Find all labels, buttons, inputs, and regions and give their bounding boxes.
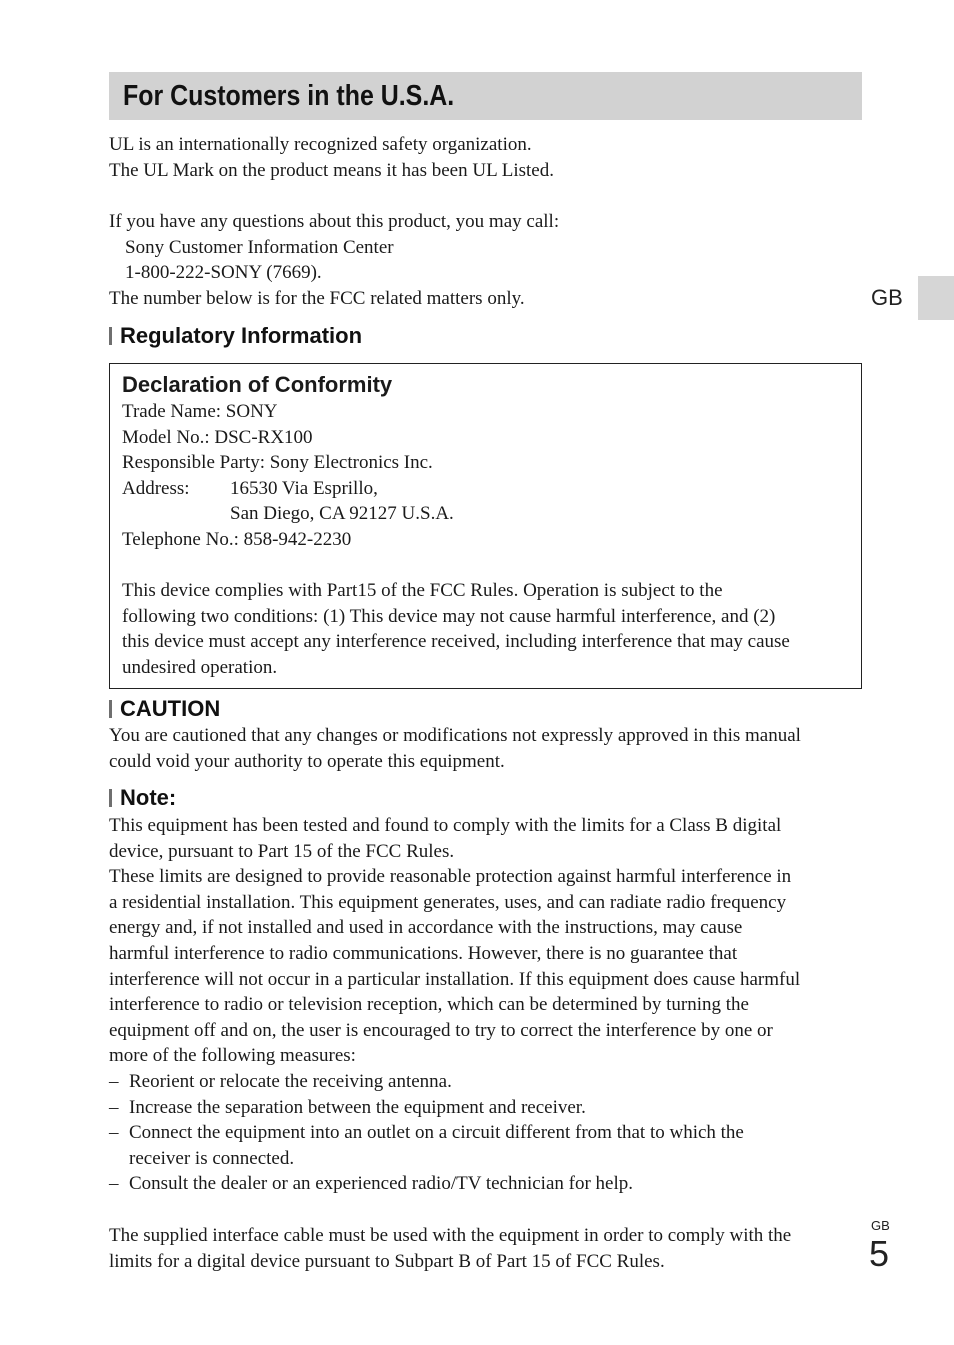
note-line-10: more of the following measures: <box>109 1045 356 1067</box>
address-line-2: San Diego, CA 92127 U.S.A. <box>230 503 454 525</box>
contact-question: If you have any questions about this product, you may call: <box>109 211 560 232</box>
note-line-6: harmful interference to radio communications. However, there is no guarantee that <box>109 942 738 964</box>
interface-cable-text <box>109 1223 862 1274</box>
note-line-5: energy and, if not installed and used in accordance with the instructions, may cause <box>109 917 743 939</box>
page-title: For Customers in the U.S.A. <box>123 80 455 112</box>
interface-line-1: The supplied interface cable must be used with the equipment in order to comply with the <box>109 1225 792 1246</box>
regulatory-heading-text: Regulatory Information <box>120 323 363 348</box>
caution-line-1: You are cautioned that any changes or modifications not expressly approved in this manual <box>109 725 801 746</box>
measure-item-continuation <box>109 1146 862 1172</box>
note-line-3: These limits are designed to provide reasonable protection against harmful interference in <box>109 866 792 888</box>
model-no: Model No.: DSC-RX100 <box>122 426 313 448</box>
note-heading-text: Note: <box>120 785 177 810</box>
note-line-7: interference will not occur in a particular installation. If this equipment does cause harmful <box>109 968 801 990</box>
declaration-title: Declaration of Conformity <box>122 372 393 397</box>
caution-line-2: could void your authority to operate this equipment. <box>109 750 505 772</box>
fcc-note: The number below is for the FCC related matters only. <box>109 287 525 309</box>
regulatory-heading <box>109 323 362 349</box>
section-title-bar <box>109 72 862 120</box>
measure-text: receiver is connected. <box>129 1147 295 1169</box>
measure-text: Reorient or relocate the receiving antenna. <box>129 1070 452 1092</box>
measure-text: Connect the equipment into an outlet on a circuit different from that to which the <box>129 1122 744 1144</box>
note-line-9: equipment off and on, the user is encouraged to try to correct the interference by one or <box>109 1019 773 1041</box>
side-language-label: GB <box>871 285 903 310</box>
trade-name: Trade Name: SONY <box>122 401 278 422</box>
note-line-4: a residential installation. This equipment generates, uses, and can radiate radio frequency <box>109 891 787 913</box>
measure-item <box>109 1069 862 1095</box>
caution-heading <box>109 696 220 722</box>
note-text <box>109 813 862 1197</box>
note-heading <box>109 785 176 811</box>
compliance-line-2: following two conditions: (1) This device may not cause harmful interference, and (2) <box>122 605 776 627</box>
address-line-1 <box>122 476 849 502</box>
telephone: Telephone No.: 858-942-2230 <box>122 528 352 550</box>
measure-item <box>109 1095 862 1121</box>
address-label: Address: <box>122 477 190 499</box>
measure-item <box>109 1171 862 1197</box>
dash-glyph: – <box>109 1122 119 1144</box>
note-line-1: This equipment has been tested and found to comply with the limits for a Class B digital <box>109 815 782 836</box>
compliance-line-3: this device must accept any interference received, including interference that may cause <box>122 631 790 653</box>
side-language-tab <box>918 276 954 320</box>
note-line-2: device, pursuant to Part 15 of the FCC Rules. <box>109 840 455 862</box>
caution-text <box>109 723 862 774</box>
contact-phone: 1-800-222-SONY (7669). <box>125 262 322 284</box>
dash-glyph: – <box>109 1173 119 1195</box>
interface-line-2: limits for a digital device pursuant to Subpart B of Part 15 of FCC Rules. <box>109 1250 665 1272</box>
responsible-party: Responsible Party: Sony Electronics Inc. <box>122 452 433 474</box>
ul-intro <box>109 132 862 183</box>
heading-bar-icon <box>109 700 112 718</box>
contact-info <box>109 209 862 311</box>
compliance-line-4: undesired operation. <box>122 656 278 678</box>
ul-line-1: UL is an internationally recognized safety organization. <box>109 134 532 155</box>
ul-line-2: The UL Mark on the product means it has been UL Listed. <box>109 159 554 181</box>
page-number: 5 <box>869 1233 890 1274</box>
note-line-8: interference to radio or television reception, which can be determined by turning the <box>109 994 749 1016</box>
declaration-box <box>109 363 862 689</box>
contact-center: Sony Customer Information Center <box>125 236 394 258</box>
measure-text: Consult the dealer or an experienced radio/TV technician for help. <box>129 1173 634 1195</box>
page-language-label: GB <box>871 1218 890 1233</box>
address-street: 16530 Via Esprillo, <box>230 477 378 499</box>
caution-heading-text: CAUTION <box>120 696 221 721</box>
dash-glyph: – <box>109 1096 119 1118</box>
measure-text: Increase the separation between the equipment and receiver. <box>129 1096 586 1118</box>
spacer <box>122 553 849 579</box>
compliance-line-1: This device complies with Part15 of the FCC Rules. Operation is subject to the <box>122 580 723 602</box>
heading-bar-icon <box>109 327 112 345</box>
dash-glyph: – <box>109 1070 119 1092</box>
measure-item <box>109 1120 862 1146</box>
heading-bar-icon <box>109 789 112 807</box>
